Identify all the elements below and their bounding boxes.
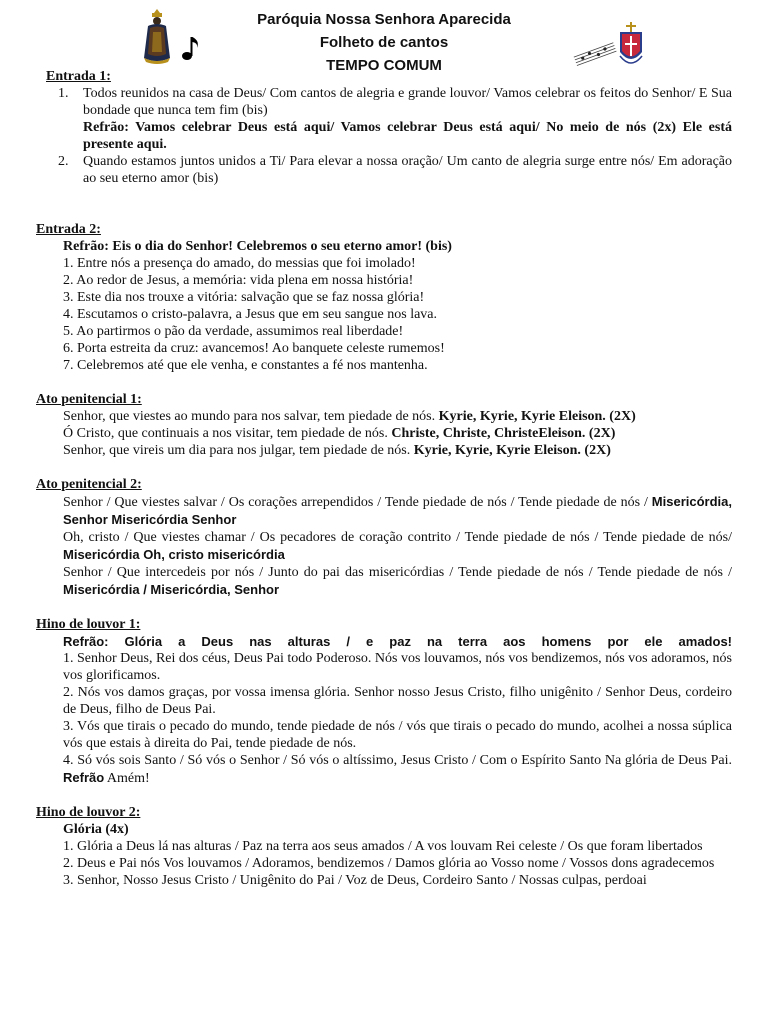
list-item: 6. Porta estreita da cruz: avancemos! Ao banquete celeste rumemos! <box>63 341 445 356</box>
list-item: 3. Este dia nos trouxe a vitória: salvação que se faz nossa glória! <box>63 290 425 305</box>
list-item <box>36 408 732 425</box>
list-item: 5. Ao partirmos o pão da verdade, assumimos real liberdade! <box>63 324 404 339</box>
list-item: 2. Ao redor de Jesus, a memória: vida plena em nossa história! <box>63 273 414 288</box>
parish-crest-icon <box>572 22 652 72</box>
list-item: 7. Celebremos até que ele venha, e constantes a fé nos mantenha. <box>63 358 428 373</box>
verse-text: Quando estamos juntos unidos a Ti/ Para elevar a nossa oração/ Um canto de alegria surge entre nós/ Em adoração ao seu eterno amor (bis) <box>83 154 732 186</box>
list-item <box>36 752 732 787</box>
section-title: Ato penitencial 1: <box>36 392 142 407</box>
verse-text: Ó Cristo, que continuais a nos visitar, tem piedade de nós. <box>63 426 392 441</box>
refrain-text: Refrão: Vamos celebrar Deus está aqui/ Vamos celebrar Deus está aqui/ No meio de nós (2x) Ele está presente aqui. <box>83 120 732 152</box>
section-ato-penitencial-2 <box>36 476 732 599</box>
section-ato-penitencial-1 <box>36 391 732 459</box>
verse-list <box>36 85 732 187</box>
list-item <box>36 564 732 599</box>
verse-text: 4. Só vós sois Santo / Só vós o Senhor / Só vós o altíssimo, Jesus Cristo / Com o Espírito Santo Na glória de Deus Pai. <box>63 753 732 768</box>
response-text: Misericórdia / Misericórdia, Senhor <box>63 582 280 597</box>
section-title: Entrada 2: <box>36 222 101 237</box>
list-item: 3. Senhor, Nosso Jesus Cristo / Unigênito do Pai / Voz de Deus, Cordeiro Santo / Nossas culpas, perdoai <box>63 873 647 888</box>
booklet-title: Folheto de cantos <box>319 34 449 51</box>
list-item <box>36 85 732 153</box>
section-hino-de-louvor-2 <box>36 804 732 889</box>
response-text: Misericórdia Oh, cristo misericórdia <box>63 547 285 562</box>
section-title: Ato penitencial 2: <box>36 477 142 492</box>
verse-text: Amém! <box>104 771 150 786</box>
music-note-icon <box>180 34 202 62</box>
list-item: 2. Nós vos damos graças, por vossa imensa glória. Senhor nosso Jesus Cristo, filho unigênito / Senhor Deus, cordeiro de Deus, filho de Deus Pai. <box>63 685 732 717</box>
list-item <box>36 153 732 187</box>
section-title: Hino de louvor 1: <box>36 617 141 632</box>
item-number: 2. <box>58 154 69 169</box>
verse-text: Oh, cristo / Que viestes chamar / Os pecadores de coração contrito / Tende piedade de nós / Tende piedade de nós/ <box>63 530 732 545</box>
verse-text: Senhor, que vireis um dia para nos julgar, tem piedade de nós. <box>63 443 414 458</box>
parish-name: Paróquia Nossa Senhora Aparecida <box>257 11 511 28</box>
refrain-marker: Refrão <box>63 770 105 785</box>
verse-text: Todos reunidos na casa de Deus/ Com cantos de alegria e grande louvor/ Vamos celebrar os feitos do Senhor/ E Sua bondade que nunca tem fim (bis) <box>83 86 732 118</box>
verse-text: Senhor / Que viestes salvar / Os corações arrependidos / Tende piedade de nós / Tende piedade de nós / <box>63 495 652 510</box>
song-content <box>36 68 732 889</box>
our-lady-aparecida-icon <box>140 8 174 64</box>
section-entrada-1 <box>36 68 732 187</box>
response-text: Kyrie, Kyrie, Kyrie Eleison. (2X) <box>438 409 636 424</box>
section-hino-de-louvor-1 <box>36 616 732 787</box>
list-item: 1. Glória a Deus lá nas alturas / Paz na terra aos seus amados / A vos louvam Rei celeste / Os que foram libertados <box>63 839 703 854</box>
list-item: 3. Vós que tirais o pecado do mundo, tende piedade de nós / vós que tirais o pecado do mundo, acolhei a nossa súplica vós que estais à direita do Pai, tende piedade de nós. <box>63 719 732 751</box>
section-title: Hino de louvor 2: <box>36 805 141 820</box>
refrain-text: Refrão: Eis o dia do Senhor! Celebremos o seu eterno amor! (bis) <box>63 239 452 254</box>
refrain-text: Glória (4x) <box>63 822 129 837</box>
header <box>0 8 768 77</box>
section-entrada-2 <box>36 204 732 374</box>
section-title: Entrada 1: <box>46 69 111 84</box>
list-item <box>36 493 732 529</box>
list-item: 2. Deus e Pai nós Vos louvamos / Adoramos, bendizemos / Damos glória ao Vosso nome / Vossos dons agradecemos <box>63 856 715 871</box>
response-text: Misericórdia, Senhor Misericórdia Senhor <box>63 494 732 527</box>
response-text: Christe, Christe, ChristeEleison. (2X) <box>391 426 616 441</box>
list-item: 1. Senhor Deus, Rei dos céus, Deus Pai todo Poderoso. Nós vos louvamos, nós vos bendizemos, nós vos adoramos, nós vos glorificamos. <box>63 651 732 683</box>
response-text: Kyrie, Kyrie, Kyrie Eleison. (2X) <box>413 443 611 458</box>
refrain-text: Refrão: Glória a Deus nas alturas / e paz na terra aos homens por ele amados! <box>63 634 732 649</box>
verse-text: Senhor, que viestes ao mundo para nos salvar, tem piedade de nós. <box>63 409 439 424</box>
verse-text: Senhor / Que intercedeis por nós / Junto do pai das misericórdias / Tende piedade de nós / Tende piedade de nós / <box>63 565 732 580</box>
list-item: 4. Escutamos o cristo-palavra, a Jesus que em seu sangue nos lava. <box>63 307 438 322</box>
list-item <box>36 442 732 459</box>
list-item: 1. Entre nós a presença do amado, do messias que foi imolado! <box>63 256 416 271</box>
list-item <box>36 425 732 442</box>
list-item <box>36 529 732 564</box>
season-title: TEMPO COMUM <box>326 57 442 74</box>
item-number: 1. <box>58 86 69 101</box>
